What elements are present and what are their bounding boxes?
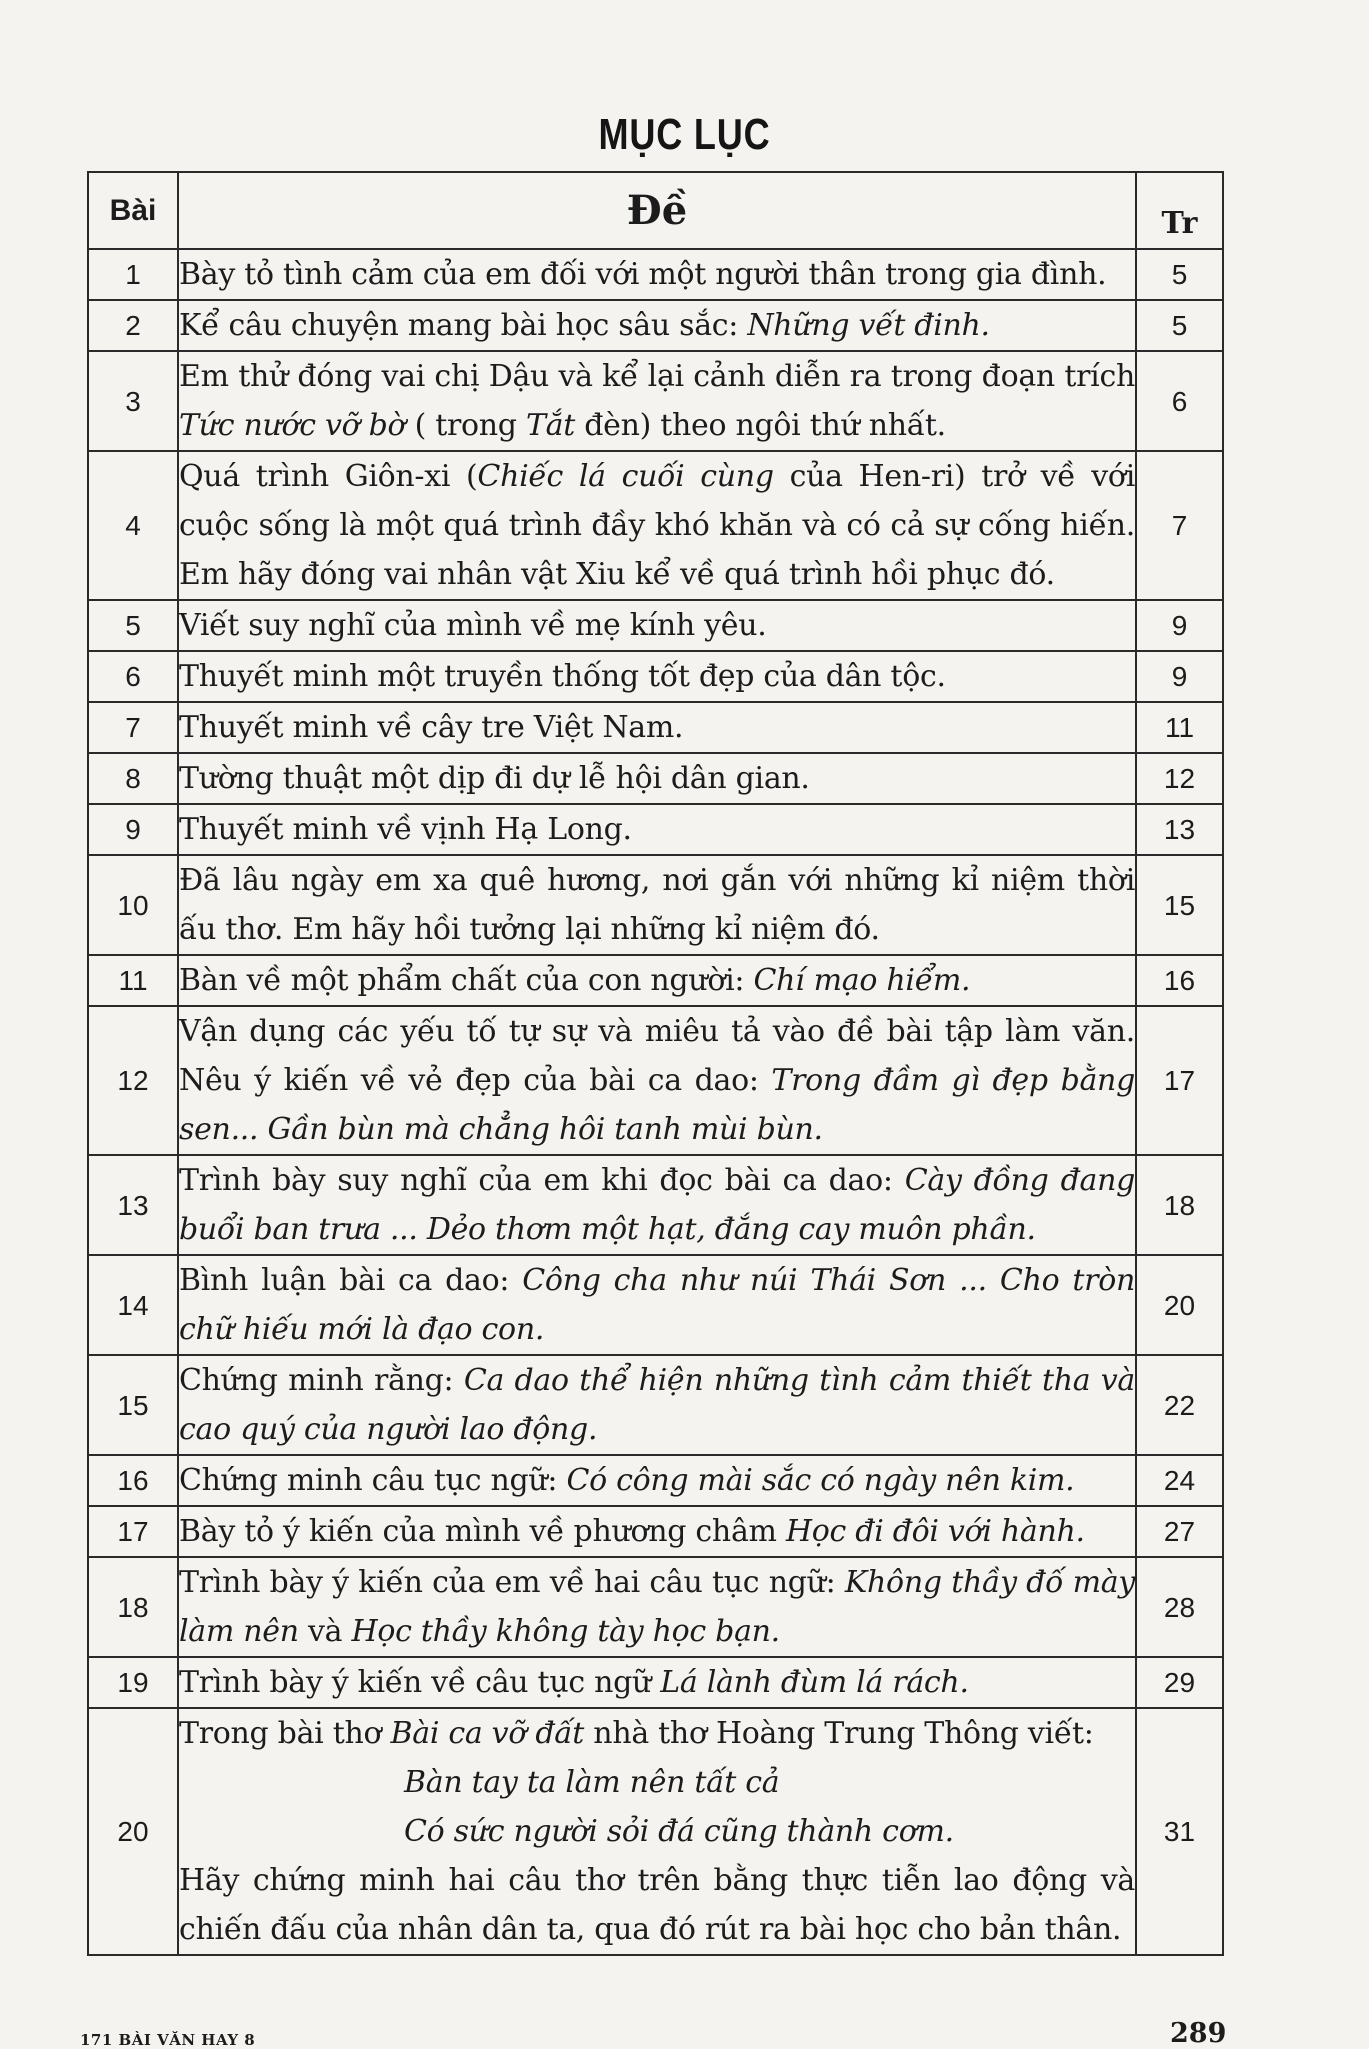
page-number: 20 [1136,1255,1223,1355]
lesson-number: 6 [88,651,178,702]
lesson-number: 2 [88,300,178,351]
page-title: MỤC LỤC [598,110,771,159]
table-row [88,451,1223,600]
lesson-topic [178,1708,1136,1955]
page-number: 9 [1136,600,1223,651]
lesson-number: 5 [88,600,178,651]
page-number: 24 [1136,1455,1223,1506]
lesson-number: 9 [88,804,178,855]
lesson-topic [178,702,1136,753]
lesson-topic [178,451,1136,600]
lesson-topic [178,1455,1136,1506]
lesson-number: 11 [88,955,178,1006]
topic-text: Trình bày ý kiến của em về hai câu tục ngữ: [179,1565,845,1600]
lesson-number: 12 [88,1006,178,1155]
topic-text: Viết suy nghĩ của mình về mẹ kính yêu. [179,608,767,643]
table-row [88,753,1223,804]
table-row [88,955,1223,1006]
topic-text: Tường thuật một dịp đi dự lễ hội dân gian. [179,761,810,796]
page-number: 12 [1136,753,1223,804]
page-number: 6 [1136,351,1223,451]
page-number: 11 [1136,702,1223,753]
table-row [88,702,1223,753]
topic-text: Chứng minh rằng: [179,1363,464,1398]
page-number: 27 [1136,1506,1223,1557]
topic-text: Bày tỏ ý kiến của mình về phương châm [179,1514,786,1549]
lesson-topic [178,804,1136,855]
quoted-title: Những vết đinh. [747,308,990,343]
quoted-title: Không thầy đố mày làm nên [179,1565,1135,1649]
lesson-topic [178,600,1136,651]
quoted-title: Tức nước vỡ bờ [179,408,406,443]
lesson-number: 15 [88,1355,178,1455]
page-number: 15 [1136,855,1223,955]
table-row [88,855,1223,955]
table-header-row [88,172,1223,249]
quoted-title: Ca dao thể hiện những tình cảm thiết tha và cao quý của người lao động. [179,1363,1135,1447]
topic-text: Bàn về một phẩm chất của con người: [179,963,754,998]
table-row [88,1006,1223,1155]
lesson-topic [178,855,1136,955]
lesson-number: 19 [88,1657,178,1708]
lesson-topic [178,753,1136,804]
lesson-topic [178,1155,1136,1255]
table-row [88,804,1223,855]
topic-text: Trình bày suy nghĩ của em khi đọc bài ca dao: [179,1163,905,1198]
page-number: 22 [1136,1355,1223,1455]
topic-text: Bày tỏ tình cảm của em đối với một người thân trong gia đình. [179,257,1107,292]
topic-text: Em thử đóng vai chị Dậu và kể lại cảnh diễn ra trong đoạn trích [179,359,1135,394]
lesson-number: 17 [88,1506,178,1557]
lesson-topic [178,300,1136,351]
lesson-topic [178,651,1136,702]
quoted-title: Học đi đôi với hành. [785,1514,1085,1549]
lesson-topic [178,1355,1136,1455]
toc-body [88,249,1223,1708]
topic-text: của Hen-ri) trở về với cuộc sống là một quá trình đầy khó khăn và có cả sự cống hiến. Em hãy đóng vai nhân vật Xiu kể về quá trình hồi phục đó. [179,459,1135,592]
lesson-topic [178,1506,1136,1557]
topic-text: Vận dụng các yếu tố tự sự và miêu tả vào đề bài tập làm văn. Nêu ý kiến về vẻ đẹp của bài ca dao: [179,1014,1135,1098]
topic-text: và [298,1614,352,1649]
table-row [88,1355,1223,1455]
table-row [88,1455,1223,1506]
page-number: 5 [1136,300,1223,351]
lesson-topic [178,1255,1136,1355]
topic-text: Quá trình Giôn-xi ( [179,459,478,494]
table-row [88,1155,1223,1255]
quoted-title: Trong đầm gì đẹp bằng sen... Gần bùn mà chẳng hôi tanh mùi bùn. [179,1063,1135,1147]
verse-line: Bàn tay ta làm nên tất cả [404,1765,780,1800]
quoted-title: Có công mài sắc có ngày nên kim. [566,1463,1075,1498]
lesson-number: 14 [88,1255,178,1355]
table-row [88,1708,1223,1955]
quoted-title: Chiếc lá cuối cùng [477,459,774,494]
table-row [88,1557,1223,1657]
footer-page-number: 289 [1170,2018,1227,2049]
lesson-number: 13 [88,1155,178,1255]
lesson-topic [178,249,1136,300]
lesson-number: 18 [88,1557,178,1657]
page-number: 18 [1136,1155,1223,1255]
lesson-number: 7 [88,702,178,753]
quoted-title: Công cha như núi Thái Sơn ... Cho tròn chữ hiếu mới là đạo con. [179,1263,1135,1347]
topic-text: Trong bài thơ [179,1716,391,1751]
topic-text: Kể câu chuyện mang bài học sâu sắc: [179,308,748,343]
page-number: 17 [1136,1006,1223,1155]
footer-book-title: 171 BÀI VĂN HAY 8 [80,2031,256,2049]
topic-text: Đã lâu ngày em xa quê hương, nơi gắn với những kỉ niệm thời ấu thơ. Em hãy hồi tưởng lại những kỉ niệm đó. [179,863,1135,947]
topic-text: Bình luận bài ca dao: [179,1263,523,1298]
topic-text: Hãy chứng minh hai câu thơ trên bằng thực tiễn lao động và chiến đấu của nhân dân ta, qua đó rút ra bài học cho bản thân. [179,1863,1135,1947]
lesson-number: 1 [88,249,178,300]
table-row [88,651,1223,702]
topic-text: Thuyết minh về vịnh Hạ Long. [179,812,632,847]
lesson-topic [178,1657,1136,1708]
topic-text: Trình bày ý kiến về câu tục ngữ [179,1665,661,1700]
quoted-title: Tắt [525,408,575,443]
table-row [88,600,1223,651]
lesson-number: 16 [88,1455,178,1506]
page-number: 9 [1136,651,1223,702]
table-row [88,249,1223,300]
lesson-topic [178,1006,1136,1155]
header-topic: Đề [178,172,1136,249]
lesson-topic [178,955,1136,1006]
table-row [88,1657,1223,1708]
page-number: 31 [1136,1708,1223,1955]
lesson-topic [178,1557,1136,1657]
lesson-number: 8 [88,753,178,804]
lesson-topic [178,351,1136,451]
quoted-title: Chí mạo hiểm. [753,963,971,998]
page-number: 5 [1136,249,1223,300]
table-row [88,351,1223,451]
table-row [88,1255,1223,1355]
quoted-title: Cày đồng đang buổi ban trưa ... Dẻo thơm một hạt, đắng cay muôn phần. [179,1163,1135,1247]
lesson-number: 20 [88,1708,178,1955]
table-row [88,1506,1223,1557]
page-number: 16 [1136,955,1223,1006]
topic-text: nhà thơ Hoàng Trung Thông viết: [584,1716,1094,1751]
table-row [88,300,1223,351]
topic-text: Thuyết minh một truyền thống tốt đẹp của dân tộc. [179,659,946,694]
lesson-number: 10 [88,855,178,955]
quoted-title: Lá lành đùm lá rách. [660,1665,969,1700]
toc-table [87,171,1224,1956]
header-lesson: Bài [88,172,178,249]
lesson-number: 4 [88,451,178,600]
topic-text: Chứng minh câu tục ngữ: [179,1463,567,1498]
poem-title: Bài ca vỡ đất [390,1716,585,1751]
verse-line: Có sức người sỏi đá cũng thành cơm. [404,1814,954,1849]
page-number: 7 [1136,451,1223,600]
topic-text: ( trong [405,408,526,443]
page-number: 13 [1136,804,1223,855]
topic-text: đèn) theo ngôi thứ nhất. [575,408,946,443]
quoted-title: Học thầy không tày học bạn. [351,1614,780,1649]
page-number: 29 [1136,1657,1223,1708]
header-page: Tr [1136,172,1223,249]
topic-text: Thuyết minh về cây tre Việt Nam. [179,710,684,745]
page-number: 28 [1136,1557,1223,1657]
lesson-number: 3 [88,351,178,451]
